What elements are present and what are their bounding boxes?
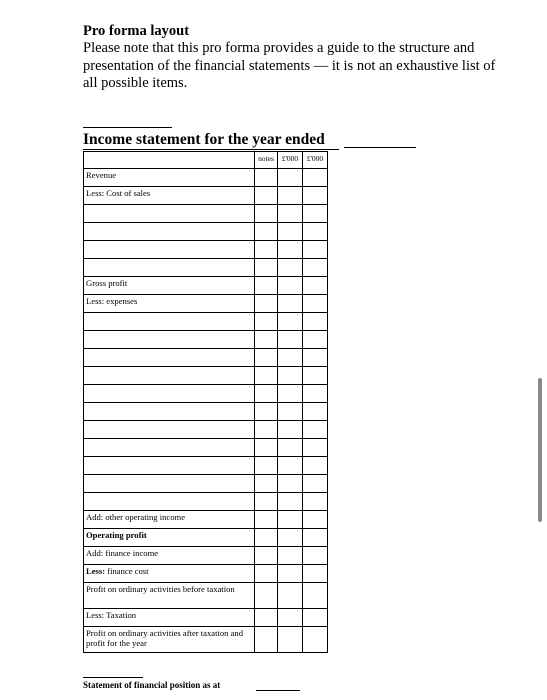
table-header-row <box>84 152 327 168</box>
amount-cell <box>277 313 302 330</box>
line-item-label: Revenue <box>86 170 117 180</box>
line-item-label: Profit on ordinary activities before taxation <box>86 584 235 594</box>
amount-cell <box>277 403 302 420</box>
table-row <box>84 528 327 546</box>
amount-cell <box>277 277 302 294</box>
amount-cell <box>277 205 302 222</box>
amount-cell <box>277 457 302 474</box>
amount-cell <box>302 403 327 420</box>
line-item-label: Operating profit <box>86 530 147 540</box>
table-row <box>84 366 327 384</box>
notes-cell <box>254 331 277 348</box>
notes-cell <box>254 529 277 546</box>
table-row <box>84 492 327 510</box>
table-row <box>84 608 327 626</box>
amount-cell <box>302 205 327 222</box>
line-item-label <box>84 493 254 510</box>
amount-cell <box>277 493 302 510</box>
amount-cell <box>277 627 302 652</box>
table-row <box>84 402 327 420</box>
amount-cell <box>277 385 302 402</box>
amount-cell <box>302 349 327 366</box>
vertical-scrollbar[interactable] <box>538 378 542 522</box>
notes-cell <box>254 421 277 438</box>
as-at-blank-line <box>256 690 300 691</box>
table-row <box>84 510 327 528</box>
next-section-title: Statement of financial position as at <box>83 680 221 690</box>
notes-cell <box>254 385 277 402</box>
amount-cell <box>302 565 327 582</box>
notes-cell <box>254 475 277 492</box>
amount-cell <box>277 511 302 528</box>
amount-cell <box>302 627 327 652</box>
year-ended-blank-line <box>344 147 416 148</box>
amount-cell <box>302 475 327 492</box>
notes-cell <box>254 295 277 312</box>
line-item-label <box>84 241 254 258</box>
label-rest: finance cost <box>105 566 149 576</box>
amount-cell <box>277 547 302 564</box>
notes-cell <box>254 609 277 626</box>
notes-cell <box>254 511 277 528</box>
notes-cell <box>254 187 277 204</box>
line-item-label <box>84 385 254 402</box>
table-row <box>84 186 327 204</box>
intro-text: Please note that this pro forma provides a guide to the structure and presentation of the financial statements — it is not an exhaustive list of all possible items. <box>83 40 496 91</box>
notes-cell <box>254 547 277 564</box>
line-item-label: Less: Taxation <box>86 610 137 620</box>
income-statement-table <box>83 151 328 653</box>
notes-cell <box>254 627 277 652</box>
amount-cell <box>302 493 327 510</box>
page-heading: Pro forma layout <box>83 23 190 39</box>
table-row <box>84 348 327 366</box>
table-row <box>84 582 327 608</box>
line-item-label: Add: finance income <box>86 548 159 558</box>
amount-cell <box>277 583 302 608</box>
amount-cell <box>302 187 327 204</box>
amount-cell <box>302 241 327 258</box>
line-item-label <box>84 313 254 330</box>
amount-cell <box>302 511 327 528</box>
notes-cell <box>254 169 277 186</box>
amount-cell <box>277 529 302 546</box>
label-prefix: Less: <box>86 566 106 576</box>
amount-cell <box>302 331 327 348</box>
income-statement-title: Income statement for the year ended <box>83 131 325 148</box>
notes-cell <box>254 277 277 294</box>
table-row <box>84 420 327 438</box>
table-row <box>84 384 327 402</box>
line-item-label: Less: Cost of sales <box>86 188 151 198</box>
amount-cell <box>302 313 327 330</box>
amount-cell <box>302 439 327 456</box>
table-row <box>84 258 327 276</box>
table-row <box>84 626 327 652</box>
notes-cell <box>254 241 277 258</box>
line-item-label <box>84 205 254 222</box>
line-item-label <box>84 349 254 366</box>
table-row <box>84 204 327 222</box>
notes-cell <box>254 223 277 240</box>
notes-cell <box>254 367 277 384</box>
line-item-label <box>84 223 254 240</box>
amount-cell <box>302 295 327 312</box>
table-row <box>84 276 327 294</box>
amount-cell <box>277 187 302 204</box>
line-item-label <box>84 403 254 420</box>
notes-cell <box>254 565 277 582</box>
amount-cell <box>302 259 327 276</box>
amount-cell <box>277 241 302 258</box>
amount-cell <box>302 583 327 608</box>
amount-column-header: £'000 <box>302 152 327 168</box>
line-item-label <box>84 475 254 492</box>
table-row <box>84 438 327 456</box>
amount-cell <box>277 609 302 626</box>
amount-cell <box>277 169 302 186</box>
amount-cell <box>302 385 327 402</box>
line-item-label <box>84 331 254 348</box>
line-item-label <box>84 565 254 582</box>
table-row <box>84 168 327 186</box>
table-row <box>84 474 327 492</box>
table-row <box>84 330 327 348</box>
notes-cell <box>254 349 277 366</box>
title-underline <box>83 149 339 150</box>
amount-cell <box>277 223 302 240</box>
amount-column-header: £'000 <box>277 152 302 168</box>
table-row <box>84 240 327 258</box>
amount-cell <box>302 223 327 240</box>
amount-cell <box>277 295 302 312</box>
line-item-label <box>84 439 254 456</box>
notes-cell <box>254 493 277 510</box>
table-row <box>84 564 327 582</box>
notes-cell <box>254 205 277 222</box>
amount-cell <box>277 349 302 366</box>
amount-cell <box>277 421 302 438</box>
amount-cell <box>302 457 327 474</box>
amount-cell <box>277 259 302 276</box>
notes-cell <box>254 313 277 330</box>
line-item-label <box>84 367 254 384</box>
amount-cell <box>302 547 327 564</box>
notes-cell <box>254 583 277 608</box>
amount-cell <box>302 421 327 438</box>
line-item-label: Profit on ordinary activities after taxation and profit for the year <box>86 628 244 648</box>
notes-cell <box>254 259 277 276</box>
amount-cell <box>277 565 302 582</box>
table-row <box>84 546 327 564</box>
amount-cell <box>302 169 327 186</box>
section-divider <box>83 677 143 678</box>
notes-cell <box>254 439 277 456</box>
amount-cell <box>277 331 302 348</box>
amount-cell <box>302 277 327 294</box>
notes-cell <box>254 457 277 474</box>
notes-column-header: notes <box>254 152 277 168</box>
line-item-label <box>84 457 254 474</box>
amount-cell <box>277 475 302 492</box>
table-row <box>84 294 327 312</box>
line-item-label <box>84 421 254 438</box>
amount-cell <box>277 439 302 456</box>
amount-cell <box>277 367 302 384</box>
amount-cell <box>302 609 327 626</box>
notes-cell <box>254 403 277 420</box>
table-row <box>84 456 327 474</box>
line-item-label: Add: other operating income <box>86 512 186 522</box>
label-column-header <box>84 152 254 168</box>
amount-cell <box>302 529 327 546</box>
amount-cell <box>302 367 327 384</box>
table-row <box>84 312 327 330</box>
line-item-label <box>84 259 254 276</box>
line-item-label: Gross profit <box>86 278 128 288</box>
line-item-label: Less: expenses <box>86 296 138 306</box>
table-row <box>84 222 327 240</box>
blank-line <box>83 127 172 128</box>
